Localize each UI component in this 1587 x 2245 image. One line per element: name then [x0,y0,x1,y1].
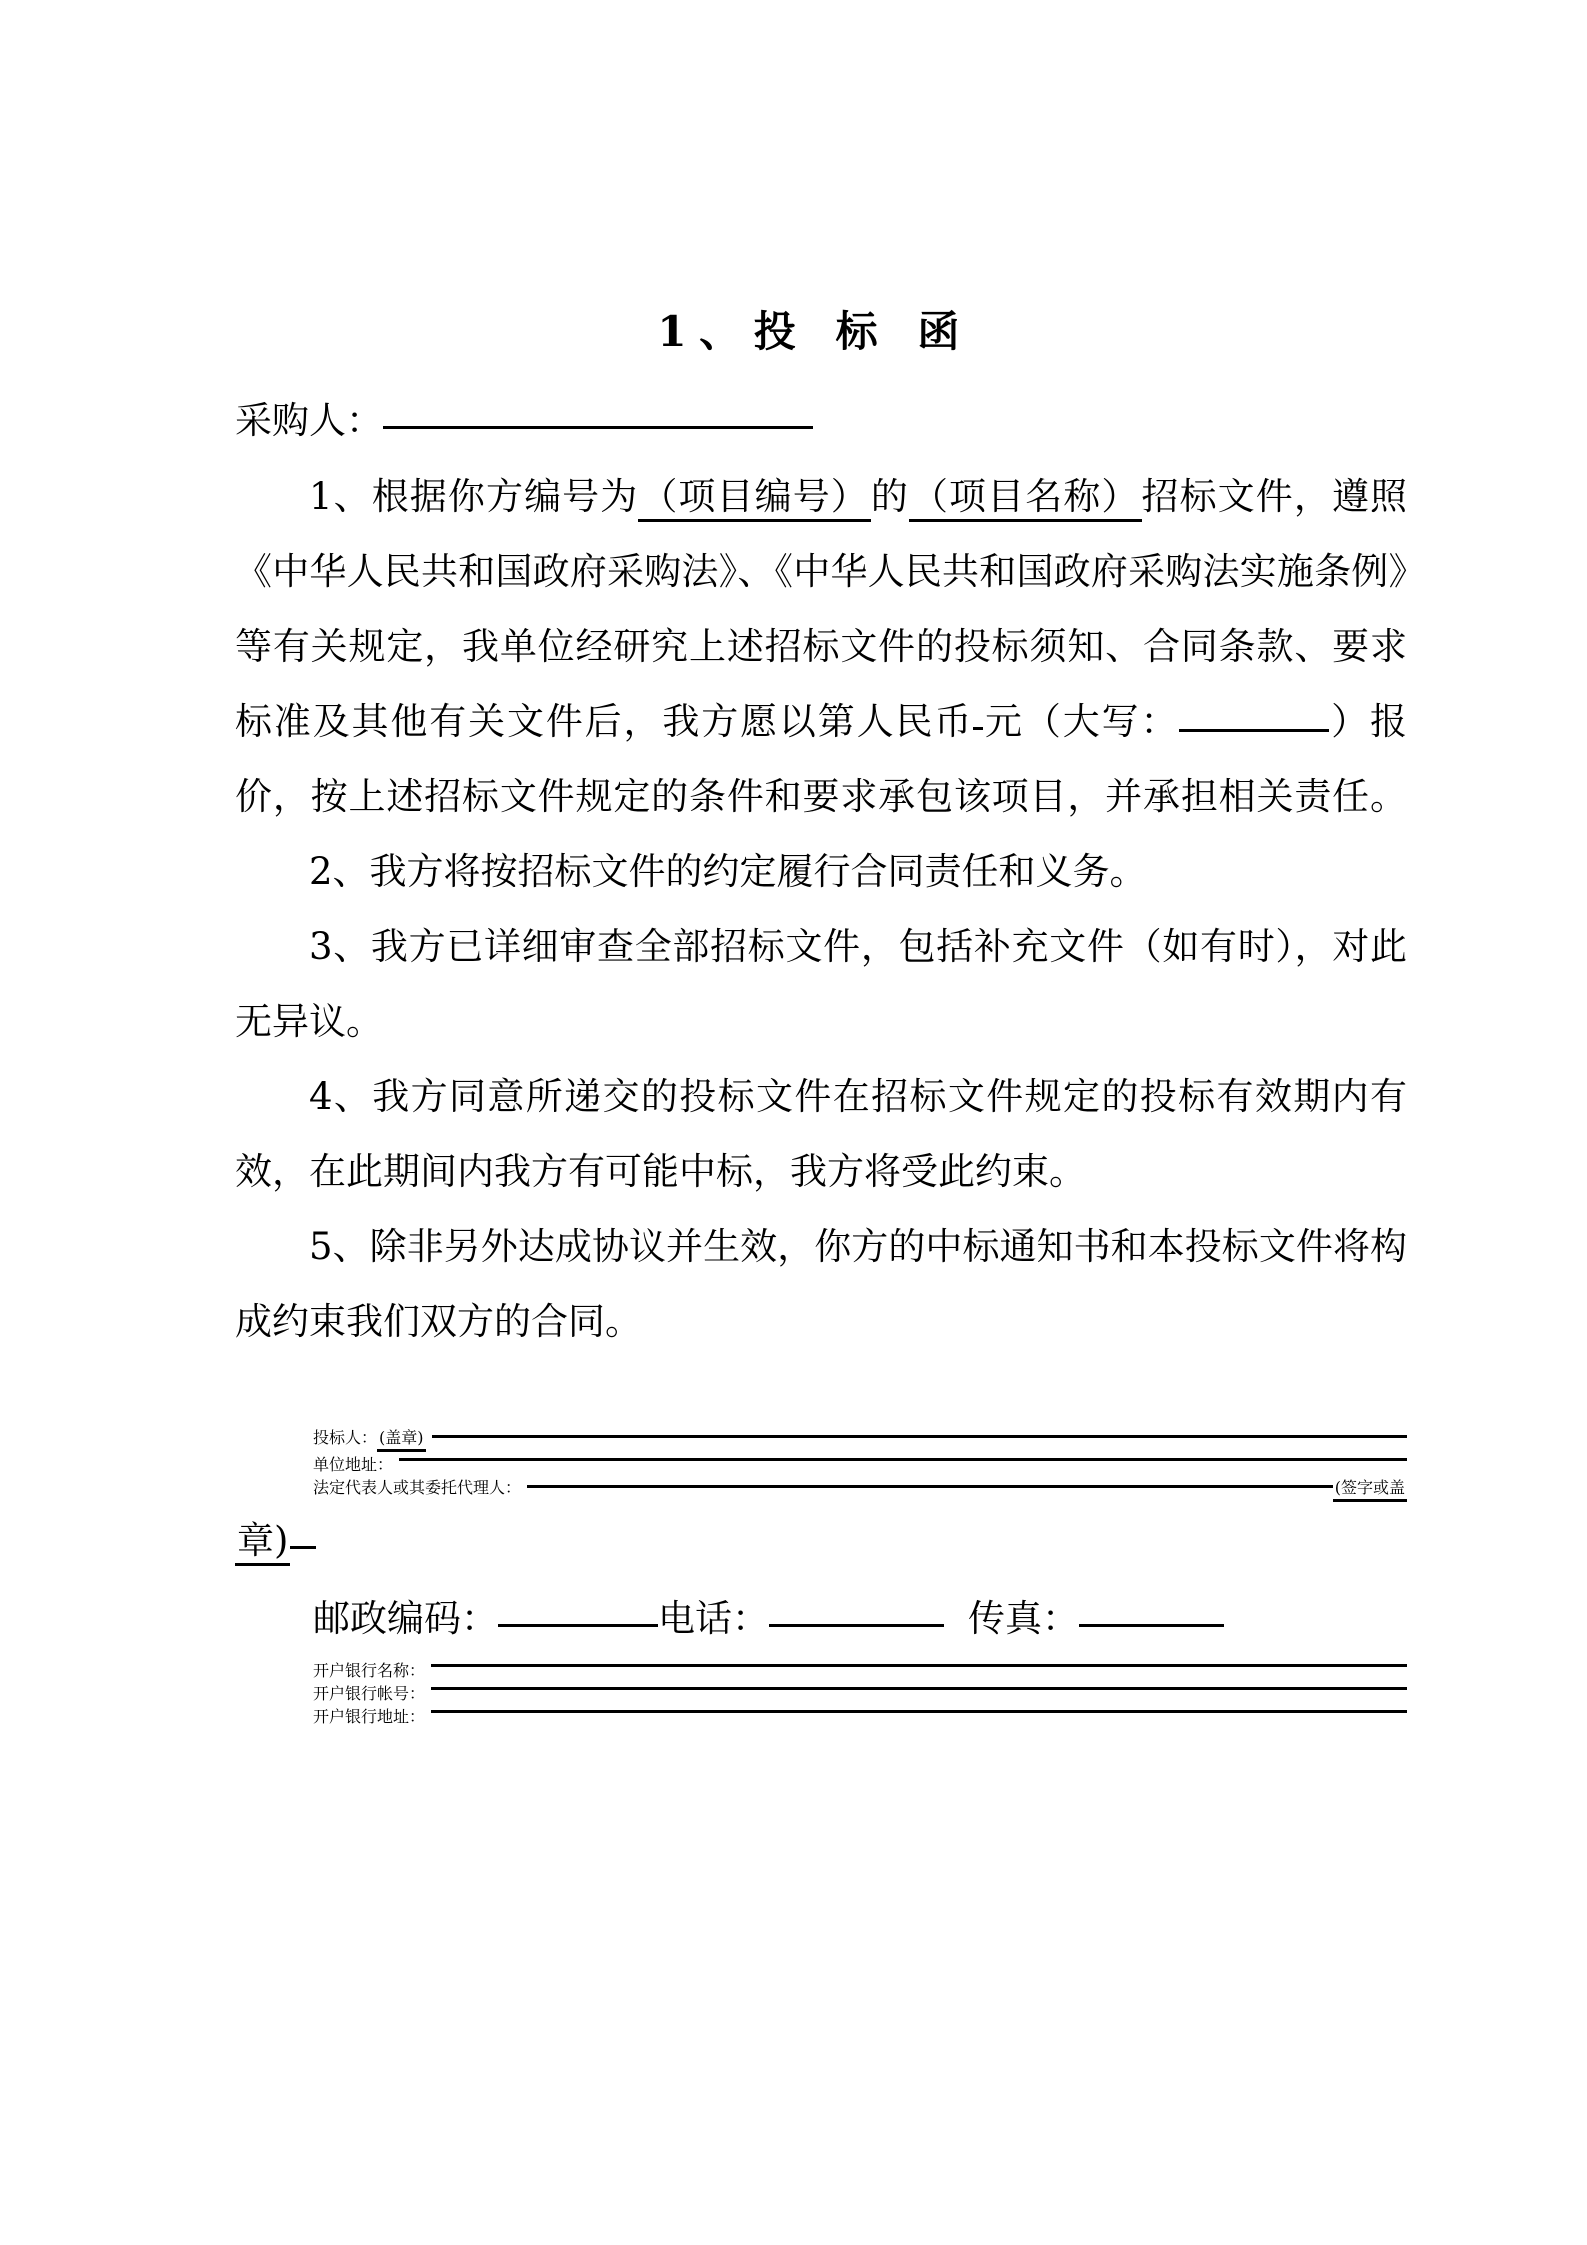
bank-address-line [235,1704,1407,1727]
bidder-line [235,1425,1407,1452]
fax-label: 传真： [968,1597,1079,1640]
representative-sign-note-part1: (签字或盖 [1333,1475,1407,1502]
bank-name-label: 开户银行名称： [313,1661,426,1680]
clause-1-text-before: 根据你方编号为 [371,475,639,518]
page-title: 1、投 标 函 [657,307,973,356]
bank-account-input-rule[interactable] [431,1687,1407,1690]
clause-2-text: 我方将按招标文件的约定履行合同责任和义务。 [369,850,1147,893]
fax-input-rule[interactable] [1079,1624,1224,1627]
clause-3-paragraph [235,909,1407,1059]
unit-address-line [235,1452,1407,1475]
representative-note-trailing-rule[interactable] [290,1546,316,1549]
purchaser-label: 采购人： [235,399,383,442]
representative-label: 法定代表人或其委托代理人： [313,1478,522,1497]
clause-4-paragraph [235,1059,1407,1209]
clause-1-text-mid: 的 [870,475,909,518]
project-name-field[interactable]: （项目名称） [909,475,1142,522]
postcode-label: 邮政编码： [313,1597,498,1640]
signature-block [235,1425,1407,1727]
phone-input-rule[interactable] [769,1624,944,1627]
clause-5-paragraph [235,1209,1407,1359]
clause-2-paragraph [235,834,1407,909]
representative-input-rule[interactable] [527,1485,1333,1488]
clause-5-text: 除非另外达成协议并生效，你方的中标通知书和本投标文件将构成约束我们双方的合同。 [235,1225,1408,1343]
document-content [235,300,1407,1727]
clause-3-number: 3、 [309,925,371,968]
bank-address-label: 开户银行地址： [313,1707,426,1726]
bank-address-input-rule[interactable] [431,1710,1407,1713]
clause-1-paragraph [235,459,1407,834]
purchaser-field-line [235,385,1407,457]
contact-line [235,1580,1407,1658]
clause-4-text: 我方同意所递交的投标文件在招标文件规定的投标有效期内有效，在此期间内我方有可能中标，我方将受此约束。 [235,1075,1408,1193]
clause-5-number: 5、 [309,1225,370,1268]
representative-sign-note-part2: 章) [235,1519,290,1566]
representative-note-wrap-line [235,1502,1407,1580]
amount-figure-rule[interactable] [973,727,983,730]
clause-2-number: 2、 [309,850,370,893]
clause-1-text-after: 招标文件，遵照《中华人民共和国政府采购法》、《中华人民共和国政府采购法实施条例》等有关规定，我单位经研究上述招标文件的投标须知、合同条款、要求标准及其他有关文件后，我方愿以第人民币 [235,475,1408,743]
bank-account-label: 开户银行帐号： [313,1684,426,1703]
amount-words-rule[interactable] [1179,729,1329,732]
unit-address-input-rule[interactable] [399,1458,1407,1461]
representative-line [235,1475,1407,1502]
postcode-input-rule[interactable] [498,1624,658,1627]
clause-1-tail: ）报价，按上述招标文件规定的条件和要求承包该项目，并承担相关责任。 [235,700,1408,818]
clause-4-number: 4、 [309,1075,373,1118]
bank-account-line [235,1681,1407,1704]
purchaser-input-rule[interactable] [383,426,813,429]
phone-label: 电话： [658,1597,769,1640]
bank-name-line [235,1658,1407,1681]
project-number-field[interactable]: （项目编号） [638,475,871,522]
bidder-label: 投标人： [313,1428,378,1447]
bank-name-input-rule[interactable] [431,1664,1407,1667]
clause-1-number: 1、 [309,475,372,518]
bidder-input-rule[interactable] [432,1435,1407,1438]
bidder-seal-note: (盖章) [377,1425,426,1452]
unit-address-label: 单位地址： [313,1455,394,1474]
clause-3-text: 我方已详细审查全部招标文件，包括补充文件（如有时），对此无异议。 [235,925,1407,1043]
clause-1-currency-unit: 元（大写： [983,700,1180,743]
